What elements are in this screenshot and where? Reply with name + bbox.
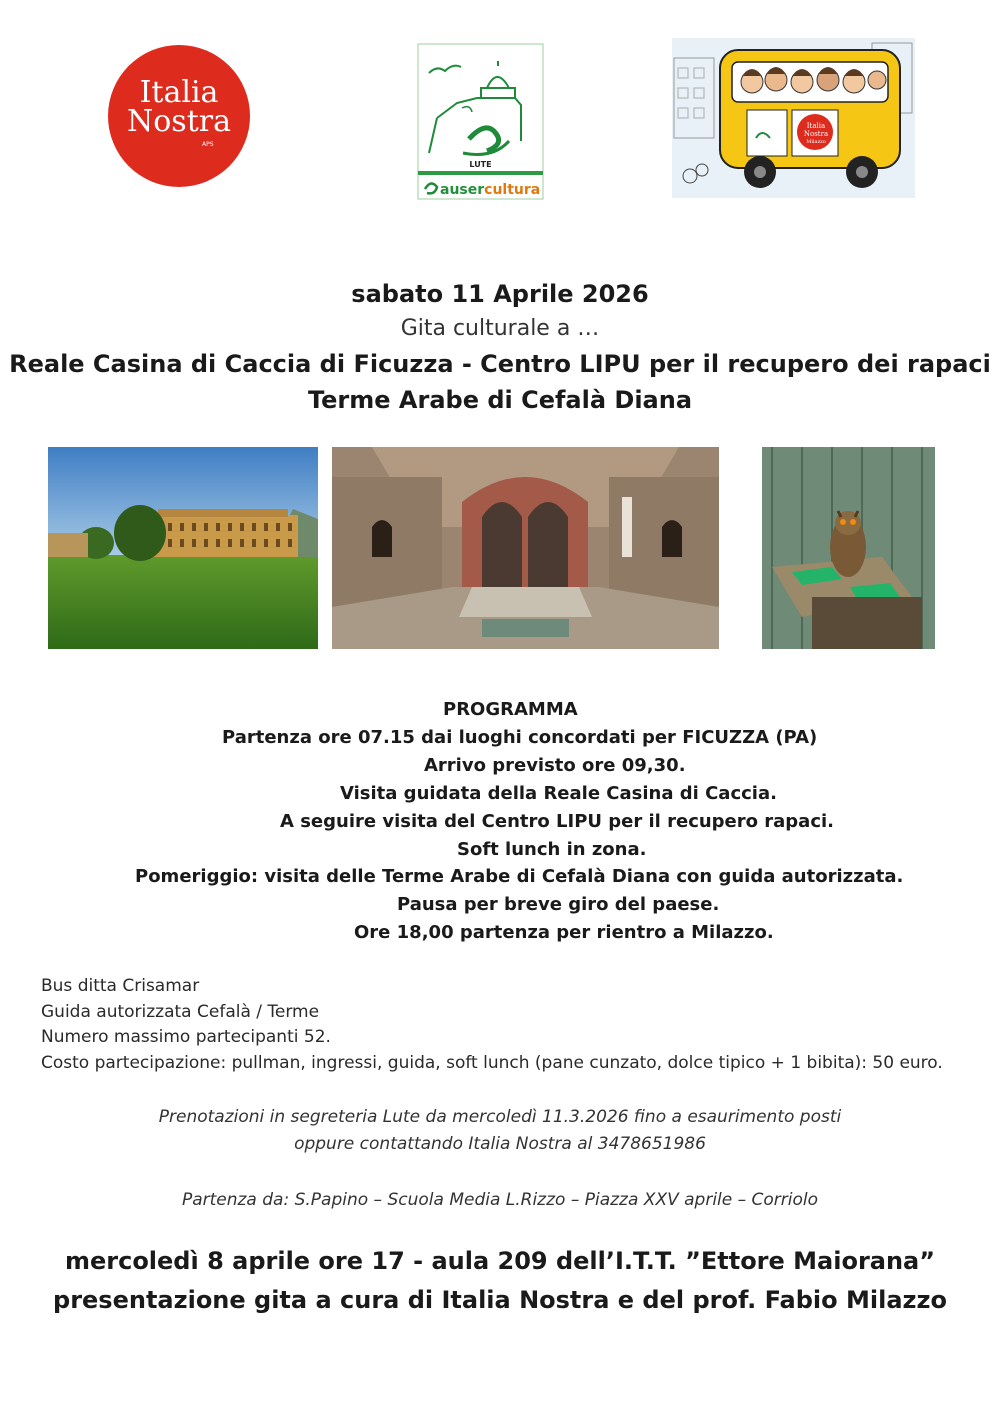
booking-line1: Prenotazioni in segreteria Lute da mercoledì 11.3.2026 fino a esaurimento posti — [158, 1107, 842, 1127]
programme-item: Soft lunch in zona. — [457, 839, 647, 860]
italia-nostra-logo-line1: Italia — [139, 75, 219, 110]
info-cost: Costo partecipazione: pullman, ingressi, guida, soft lunch (pane cunzato, dolce tipico + 1 bibita): 50 euro. — [41, 1053, 943, 1073]
info-bus: Bus ditta Crisamar — [41, 976, 200, 996]
event-title-line1: Reale Casina di Caccia di Ficuzza - Centro LIPU per il recupero dei rapaci — [9, 350, 991, 378]
arab-baths-photo — [332, 447, 719, 649]
departure-points: Partenza da: S.Papino – Scuola Media L.Rizzo – Piazza XXV aprile – Corriolo — [181, 1190, 819, 1210]
programme-title: PROGRAMMA — [443, 699, 578, 720]
palace-photo — [48, 447, 318, 649]
owl-photo — [762, 447, 935, 649]
booking-line2: oppure contattando Italia Nostra al 3478651986 — [294, 1134, 706, 1154]
programme-item: Ore 18,00 partenza per rientro a Milazzo. — [354, 922, 774, 943]
auser-cultura-label: ausercultura — [440, 182, 541, 198]
bus-logo-text: Italia Nostra Milazzo — [803, 122, 829, 145]
lute-label: LUTE — [469, 160, 492, 169]
presentation-line1: mercoledì 8 aprile ore 17 - aula 209 dell’I.T.T. ”Ettore Maiorana” — [64, 1247, 936, 1275]
school-bus-illustration — [672, 38, 915, 198]
programme-item: Partenza ore 07.15 dai luoghi concordati per FICUZZA (PA) — [222, 727, 818, 748]
lute-auser-logo — [417, 43, 544, 200]
event-date: sabato 11 Aprile 2026 — [351, 280, 649, 308]
programme-item: Visita guidata della Reale Casina di Caccia. — [340, 783, 777, 804]
programme-item: Pomeriggio: visita delle Terme Arabe di Cefalà Diana con guida autorizzata. — [135, 866, 904, 887]
info-max-participants: Numero massimo partecipanti 52. — [41, 1027, 331, 1047]
event-intro: Gita culturale a … — [400, 316, 600, 341]
italia-nostra-logo — [108, 45, 250, 187]
italia-nostra-logo-line2: Nostra — [127, 104, 231, 139]
programme-item: Arrivo previsto ore 09,30. — [424, 755, 686, 776]
lute-emblem-icon — [417, 43, 544, 200]
programme-item: A seguire visita del Centro LIPU per il recupero rapaci. — [280, 811, 835, 832]
presentation-line2: presentazione gita a cura di Italia Nostra e del prof. Fabio Milazzo — [53, 1286, 947, 1314]
italia-nostra-logo-sub: APS — [202, 141, 214, 148]
programme-item: Pausa per breve giro del paese. — [397, 894, 720, 915]
info-guide: Guida autorizzata Cefalà / Terme — [41, 1002, 320, 1022]
event-title-line2: Terme Arabe di Cefalà Diana — [307, 386, 693, 414]
bus-icon — [672, 38, 915, 198]
